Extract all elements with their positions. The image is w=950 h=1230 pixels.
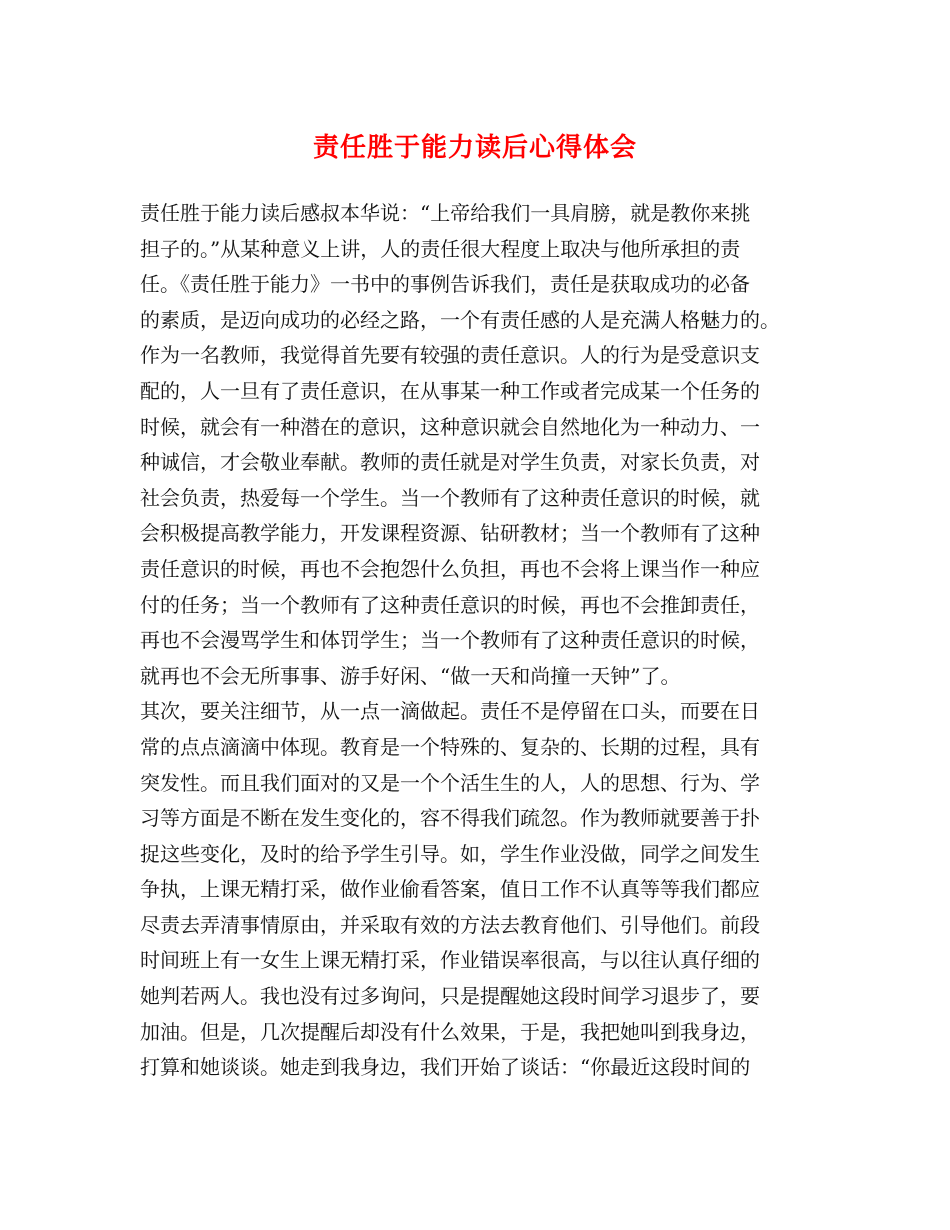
text-line: 任。《责任胜于能力》一书中的事例告诉我们，责任是获取成功的必备 bbox=[140, 272, 750, 297]
text-line: 配的，人一旦有了责任意识，在从事某一种工作或者完成某一个任务的 bbox=[140, 378, 760, 403]
text-line: 就再也不会无所事事、游手好闲、“做一天和尚撞一天钟”了。 bbox=[140, 663, 681, 688]
text-line: 社会负责，热爱每一个学生。当一个教师有了这种责任意识的时候，就 bbox=[140, 485, 760, 510]
text-line: 其次，要关注细节，从一点一滴做起。责任不是停留在口头，而要在日 bbox=[140, 699, 760, 724]
text-line: 会积极提高教学能力，开发课程资源、钻研教材；当一个教师有了这种 bbox=[140, 521, 760, 546]
text-line: 习等方面是不断在发生变化的，容不得我们疏忽。作为教师就要善于扑 bbox=[140, 806, 760, 831]
text-line: 时间班上有一女生上课无精打采，作业错误率很高，与以往认真仔细的 bbox=[140, 948, 760, 973]
text-line: 尽责去弄清事情原由，并采取有效的方法去教育他们、引导他们。前段 bbox=[140, 912, 760, 937]
text-line: 种诚信，才会敬业奉献。教师的责任就是对学生负责，对家长负责，对 bbox=[140, 450, 760, 475]
document-title: 责任胜于能力读后心得体会 bbox=[312, 133, 637, 163]
text-line: 打算和她谈谈。她走到我身边，我们开始了谈话：“你最近这段时间的 bbox=[140, 1055, 751, 1080]
text-line: 责任意识的时候，再也不会抱怨什么负担，再也不会将上课当作一种应 bbox=[140, 556, 760, 581]
text-line: 时候，就会有一种潜在的意识，这种意识就会自然地化为一种动力、一 bbox=[140, 414, 760, 439]
text-line: 责任胜于能力读后感叔本华说：“上帝给我们一具肩膀，就是教你来挑 bbox=[140, 201, 751, 225]
text-line: 付的任务；当一个教师有了这种责任意识的时候，再也不会推卸责任， bbox=[140, 592, 760, 617]
text-line: 作为一名教师，我觉得首先要有较强的责任意识。人的行为是受意识支 bbox=[140, 343, 760, 368]
text-line: 的素质，是迈向成功的必经之路，一个有责任感的人是充满人格魅力的。 bbox=[140, 307, 780, 332]
text-line: 加油。但是，几次提醒后却没有什么效果，于是，我把她叫到我身边， bbox=[140, 1019, 760, 1044]
text-line: 再也不会漫骂学生和体罚学生；当一个教师有了这种责任意识的时候， bbox=[140, 628, 760, 653]
text-line: 她判若两人。我也没有过多询问，只是提醒她这段时间学习退步了，要 bbox=[140, 984, 760, 1009]
text-line: 突发性。而且我们面对的又是一个个活生生的人，人的思想、行为、学 bbox=[140, 770, 760, 795]
text-line: 担子的。”从某种意义上讲，人的责任很大程度上取决与他所承担的责 bbox=[140, 236, 741, 261]
document-body bbox=[140, 196, 830, 1086]
text-line: 常的点点滴滴中体现。教育是一个特殊的、复杂的、长期的过程，具有 bbox=[140, 734, 760, 759]
text-line: 争执，上课无精打采，做作业偷看答案，值日工作不认真等等我们都应 bbox=[140, 877, 760, 902]
text-line: 捉这些变化，及时的给予学生引导。如，学生作业没做，同学之间发生 bbox=[140, 841, 760, 866]
